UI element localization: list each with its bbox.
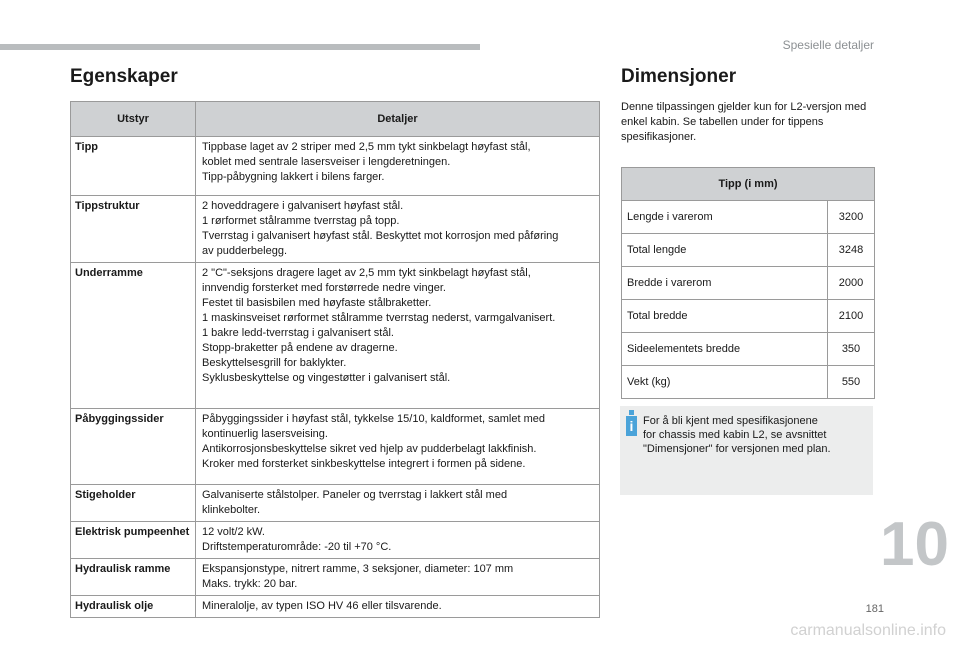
dimension-value: 2000	[828, 267, 875, 300]
chapter-name: Spesielle detaljer	[782, 38, 874, 52]
column-header-utstyr: Utstyr	[71, 102, 196, 137]
table-row	[622, 267, 875, 300]
row-details	[196, 559, 600, 596]
detail-line: Ekspansjonstype, nitrert ramme, 3 seksjoner, diameter: 107 mm	[202, 563, 514, 575]
dimension-label: Lengde i varerom	[622, 201, 828, 234]
dimension-label: Total bredde	[622, 300, 828, 333]
detail-line: klinkebolter.	[202, 504, 261, 516]
info-note	[620, 406, 873, 495]
table-row	[71, 263, 600, 409]
dimension-value: 3200	[828, 201, 875, 234]
detail-line: 1 bakre ledd-tverrstag i galvanisert stål.	[202, 327, 394, 339]
detail-line: Galvaniserte stålstolper. Paneler og tverrstag i lakkert stål med	[202, 489, 508, 501]
detail-line: Påbyggingssider i høyfast stål, tykkelse 15/10, kaldformet, samlet med	[202, 413, 545, 425]
detail-line: 2 hoveddragere i galvanisert høyfast stål.	[202, 200, 404, 212]
detail-line: Antikorrosjonsbeskyttelse sikret ved hjelp av pudderbelagt lakkfinish.	[202, 443, 537, 455]
info-icon: i	[626, 416, 637, 436]
page-number: 181	[865, 603, 884, 615]
dimension-label: Bredde i varerom	[622, 267, 828, 300]
row-details	[196, 137, 600, 196]
detail-line: 2 "C"-seksjons dragere laget av 2,5 mm tykt sinkbelagt høyfast stål,	[202, 267, 531, 279]
detail-line: 12 volt/2 kW.	[202, 526, 265, 538]
dimension-value: 3248	[828, 234, 875, 267]
row-details	[196, 263, 600, 409]
row-details	[196, 409, 600, 485]
dimensions-header: Tipp (i mm)	[622, 168, 875, 201]
detail-line: koblet med sentrale lasersveiser i lengderetningen.	[202, 156, 451, 168]
row-details	[196, 596, 600, 618]
specifications-table	[70, 101, 600, 618]
dimension-value: 350	[828, 333, 875, 366]
dimension-value: 550	[828, 366, 875, 399]
dimension-label: Vekt (kg)	[622, 366, 828, 399]
detail-line: Syklusbeskyttelse og vingestøtter i galvanisert stål.	[202, 372, 451, 384]
row-key: Hydraulisk ramme	[71, 559, 196, 596]
dimensions-table	[621, 167, 875, 399]
section-title-egenskaper: Egenskaper	[70, 66, 178, 87]
table-row	[71, 522, 600, 559]
table-row	[71, 559, 600, 596]
dimension-label: Total lengde	[622, 234, 828, 267]
table-row	[71, 137, 600, 196]
detail-line: 1 maskinsveiset rørformet stålramme tverrstag nederst, varmgalvanisert.	[202, 312, 556, 324]
table-row	[71, 485, 600, 522]
detail-line: av pudderbelegg.	[202, 245, 288, 257]
row-key: Underramme	[71, 263, 196, 409]
detail-line: Driftstemperaturområde: -20 til +70 °C.	[202, 541, 392, 553]
detail-line: Tverrstag i galvanisert høyfast stål. Beskyttet mot korrosjon med påføring	[202, 230, 559, 242]
table-row	[71, 596, 600, 618]
section-title-dimensjoner: Dimensjoner	[621, 66, 737, 87]
header-rule	[0, 44, 480, 50]
table-row	[622, 300, 875, 333]
note-line: for chassis med kabin L2, se avsnittet	[643, 429, 827, 441]
table-row	[622, 234, 875, 267]
chapter-number: 10	[880, 510, 949, 579]
detail-line: Beskyttelsesgrill for baklykter.	[202, 357, 347, 369]
note-line: "Dimensjoner" for versjonen med plan.	[643, 443, 831, 455]
table-row	[622, 366, 875, 399]
row-key: Påbyggingssider	[71, 409, 196, 485]
table-row	[71, 409, 600, 485]
detail-line: Tippbase laget av 2 striper med 2,5 mm tykt sinkbelagt høyfast stål,	[202, 141, 531, 153]
intro-text: Denne tilpassingen gjelder kun for L2-versjon med enkel kabin. Se tabellen under for tippens spesifikasjoner.	[621, 101, 867, 143]
detail-line: Festet til basisbilen med høyfaste stålbraketter.	[202, 297, 432, 309]
dimension-label: Sideelementets bredde	[622, 333, 828, 366]
detail-line: innvendig forsterket med forstørrede nedre vinger.	[202, 282, 446, 294]
table-row	[622, 333, 875, 366]
dimension-value: 2100	[828, 300, 875, 333]
note-line: For å bli kjent med spesifikasjonene	[643, 415, 818, 427]
detail-line: Mineralolje, av typen ISO HV 46 eller tilsvarende.	[202, 600, 442, 612]
row-details	[196, 522, 600, 559]
row-key: Tippstruktur	[71, 196, 196, 263]
detail-line: Maks. trykk: 20 bar.	[202, 578, 298, 590]
row-key: Hydraulisk olje	[71, 596, 196, 618]
detail-line: Kroker med forsterket sinkbeskyttelse integrert i formen på sidene.	[202, 458, 526, 470]
detail-line: kontinuerlig lasersveising.	[202, 428, 328, 440]
column-header-detaljer: Detaljer	[196, 102, 600, 137]
row-key: Tipp	[71, 137, 196, 196]
detail-line: Tipp-påbygning lakkert i bilens farger.	[202, 171, 385, 183]
table-row	[71, 196, 600, 263]
row-details	[196, 196, 600, 263]
detail-line: 1 rørformet stålramme tverrstag på topp.	[202, 215, 400, 227]
row-key: Stigeholder	[71, 485, 196, 522]
detail-line: Stopp-braketter på endene av dragerne.	[202, 342, 398, 354]
watermark: carmanualsonline.info	[790, 622, 946, 639]
table-row	[622, 201, 875, 234]
row-details	[196, 485, 600, 522]
row-key: Elektrisk pumpeenhet	[71, 522, 196, 559]
